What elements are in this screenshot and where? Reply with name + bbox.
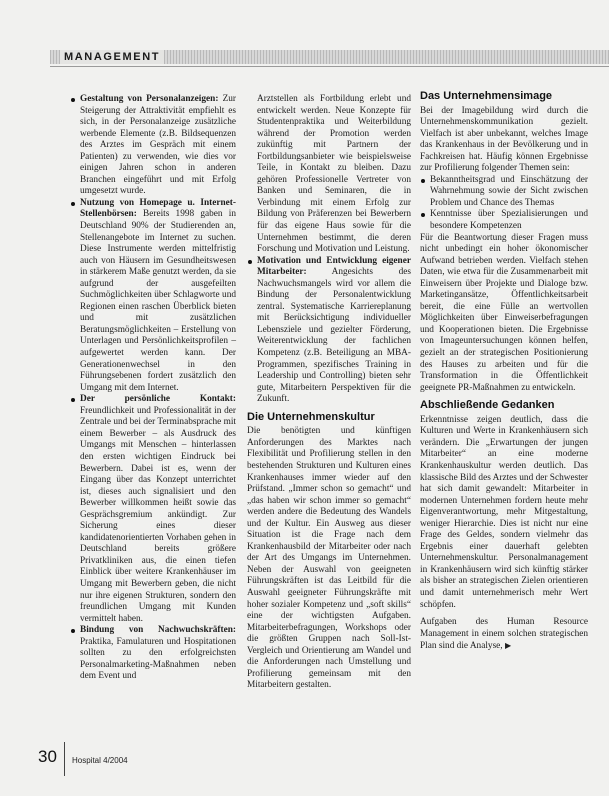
bullet-list-middle xyxy=(247,256,411,406)
list-item xyxy=(70,198,236,394)
paragraph: Erkenntnisse zeigen deutlich, dass die Kulturen und Werte in Krankenhäusern sich verändern. Die „Erwartungen der jungen Mitarbeiter“ an eine moderne Krankenhauskultur werden deutlich. Das klassische Bild des Arztes und der Schwester hat sich damit gewandelt: Mitarbeiter in modernen Unternehmen fordern heute mehr Eigenverantwortung, mehr Mitgestaltung, weniger Hierarchie. Dies ist nicht nur eine Frage des Geldes, sondern vielmehr das Ergebnis einer dauerhaft gelebten Unternehmenskultur. Personalmanagement in Krankenhäusern wird sich künftig stärker als bisher an strategischen Zielen orientieren und damit unternehmerisch mehr Wert schöpfen. xyxy=(420,414,588,610)
item-lead: Motivation und Entwicklung eigener Mitarbeiter: xyxy=(257,255,411,278)
item-text: Angesichts des Nachwuchsmangels wird vor allem die Bindung der Personalentwicklung zentral. Systematische Karriereplanung mit Berücksichtigung individueller Lebensziele und gezielter Förderung, Weiterentwicklung der fachlichen Kompetenz (z.B. Beteiligung an MBA-Programmen, spezifisches Training in Leadership und Controlling) bieten sehr gute, Mitarbeitern Perspektiven für die Zukunft. xyxy=(257,267,411,405)
magazine-issue: Hospital 4/2004 xyxy=(72,756,128,765)
item-text: Zur Steigerung der Attraktivität empfiehlt es sich, in der Personalanzeige zusätzliche werbende Elemente (z.B. Bildsequenzen des Arztes im Gespräch mit einem Patienten) zu verwenden, wie dies vor einigen Jahren schon in anderen Branchen eingeführt und mit Erfolg umgesetzt wurde. xyxy=(80,94,236,197)
heading-unternehmensimage: Das Unternehmensimage xyxy=(420,90,553,102)
item-lead: Der persönliche Kontakt: xyxy=(80,394,236,405)
list-item: Kenntnisse über Spezialisierungen und besondere Kompetenzen xyxy=(420,209,588,232)
paragraph-text: Aufgaben des Human Resource Management in einem solchen strategischen Plan sind die Analyse, xyxy=(420,617,588,652)
header-rule xyxy=(50,66,609,67)
paragraph: Bei der Imagebildung wird durch die Unternehmenskommunikation gezielt. Vielfach ist aber unbekannt, welches Image das Krankenhaus in der Bevölkerung und in Fachkreisen hat. Häufig können Ergebnisse zur Profilierung folgender Themen sein: xyxy=(420,105,588,174)
list-item xyxy=(247,256,411,406)
item-lead: Bindung von Nachwuchskräften: xyxy=(80,625,236,636)
column-right xyxy=(420,91,588,653)
heading-unternehmenskultur: Die Unternehmenskultur xyxy=(247,410,375,423)
list-item xyxy=(70,94,236,198)
item-lead: Nutzung von Homepage u. Internet-Stellenbörsen: xyxy=(80,197,236,220)
bullet-list-right xyxy=(420,175,588,233)
paragraph: Die benötigten und künftigen Anforderungen des Marktes nach Flexibilität und Profilierung stellen in den bestehenden Strukturen und Kulturen eines Krankenhauses immer wieder auf den Prüfstand. „Immer schon so gemacht“ und „das haben wir schon immer so gemacht“ werden andere die Bedeutung des Wandels und der Kultur. Ein Ausweg aus dieser Situation ist die Frage nach dem Krankenhausbild der Mitarbeiter oder nach der Art des Umgangs im Unternehmen. Neben der Auswahl von geeigneten Führungskräften ist das Leitbild für die Auswahl geeigneter Führungskräfte mit hoher sozialer Kompetenz und „soft skills“ eine der wichtigsten Aufgaben. Mitarbeiterbefragungen, Workshops oder die größten Gruppen nach Soll-Ist-Vergleich und Orientierung am Wandel und die Anforderungen nach Umstellung und Profilierung gemeinsam mit den Mitarbeitern gestalten. xyxy=(247,426,411,691)
continue-arrow-icon: ▶ xyxy=(504,641,512,651)
footer-rule xyxy=(64,742,65,776)
list-item xyxy=(70,625,236,683)
page-number: 30 xyxy=(38,747,57,766)
item-text: Praktika, Famulaturen und Hospitationen sollten zu den erfolgreichsten Personalmarketing-Maßnahmen neben dem Event und xyxy=(80,636,236,682)
paragraph: Arztstellen als Fortbildung erlebt und entwickelt werden. Neue Konzepte für Studentenpraktika und Weiterbildung während der Promotion werden zukünftig mit Partnern der Fortbildungsanbieter wie beispielsweise Teile, in Kontakt zu bleiben. Dazu gehören Professionelle Vertreter von Banken und Seminaren, die in Verbindung mit einem Erfolg zur Bildung von Präferenzen bei Bewerbern für das eigene Haus sowie für die Unternehmen bestimmt, die deren Forschung und Motivation und Leistung. xyxy=(257,94,411,255)
paragraph: Für die Beantwortung dieser Fragen muss nicht unbedingt ein hoher ökonomischer Aufwand betrieben werden. Vielfach stehen Daten, wie etwa für die Zusammenarbeit mit Einweisern über Projekte und Dialoge bzw. Marketingansätze, Öffentlichkeitsarbeit bereit, die eine Fülle an wertvollen Möglichkeiten über Einweiserbefragungen und Kooperationen bieten. Die Ergebnisse von Imageuntersuchungen können helfen, gezielt an der strategischen Positionierung des Hauses zu arbeiten und für die Transformation in die Öffentlichkeit geeignete PR-Maßnahmen zu entwickeln. xyxy=(420,232,588,393)
heading-abschliessende-gedanken: Abschließende Gedanken xyxy=(420,399,555,412)
item-text: Freundlichkeit und Professionalität in der Zentrale und bei der Terminabsprache mit einem Bewerber – als Ausdruck des Umgangs mit Menschen – hinterlassen den ersten wichtigen Eindruck bei Bewerbern. Dabei ist es, wenn der Eingang über das Konzept unterrichtet ist, dieses auch signalisiert und den Bewerber willkommen heißt sowie das Gesprächsgremium ankündigt. Zur Sicherung eines dieser kandidatenorientierten Vorhaben gehen in Deutschland bereits größere Privatkliniken aus, die einen tiefen Einblick über weitere Krankenhäuser im Umgang mit Bewerbern geben, die nicht nur ihre eigenen Strukturen, sondern den freundlichen Umgang mit Kunden vermittelt haben. xyxy=(80,405,236,624)
item-text: Bereits 1998 gaben in Deutschland 90% der Studierenden an, Stellenangebote im Internet zu suchen. Diese Instrumente werden mittelfristig auch von Häusern im Gesundheitswesen in stärkerem Maße genutzt werden, da sie aufgrund der ausgefeilten Suchmöglichkeiten über Schlagworte und Regionen einen raschen Überblick bieten und mit zusätzlichen Beratungsmöglichkeiten – Erstellung von Unterlagen und Persönlichkeitsprofilen – aufgewertet werden kann. Der Generationenwechsel in den Führungsebenen fordert zusätzlich den Umgang mit dem Internet. xyxy=(80,209,236,393)
column-middle xyxy=(247,94,411,692)
list-item: Bekanntheitsgrad und Einschätzung der Wahrnehmung sowie der Sicht zwischen Problem und Chance des Themas xyxy=(420,175,588,210)
section-title: MANAGEMENT xyxy=(60,50,164,64)
list-item xyxy=(70,394,236,625)
column-left xyxy=(70,94,236,683)
item-lead: Gestaltung von Personalanzeigen: xyxy=(80,94,219,104)
paragraph xyxy=(420,617,588,653)
bullet-list-left xyxy=(70,94,236,683)
